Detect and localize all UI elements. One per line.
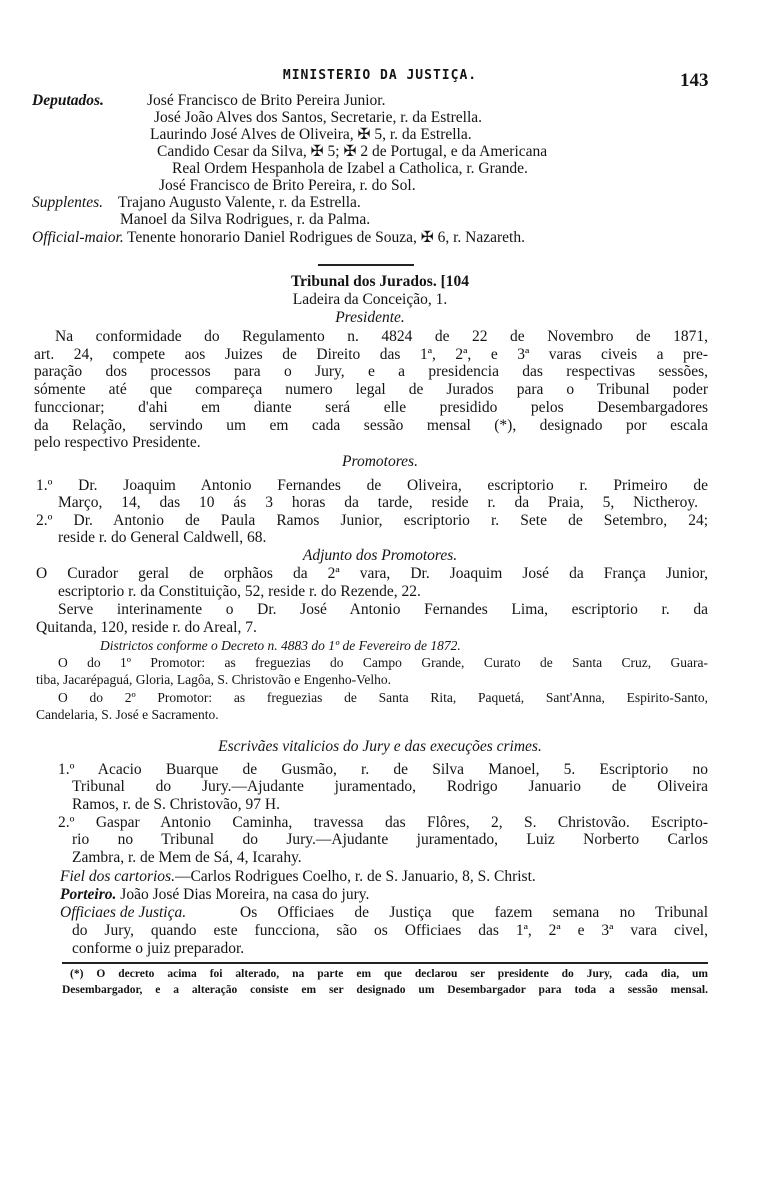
presidente-text: funccionar; d'ahi em diante será elle presidido pelos Desembargadores (34, 399, 708, 416)
porteiro-text: João José Dias Moreira, na casa do jury. (120, 886, 370, 903)
escrivao-text: rio no Tribunal do Jury.—Ajudante juramentado, Luiz Norberto Carlos (72, 831, 708, 848)
promotor-text: reside r. do General Caldwell, 68. (58, 529, 267, 546)
promotor-text: 1.º Dr. Joaquim Antonio Fernandes de Oliveira, escriptorio r. Primeiro de (36, 477, 708, 494)
adjunto-heading: Adjunto dos Promotores. (302, 547, 458, 564)
adjunto-text: Serve interinamente o Dr. José Antonio Fernandes Lima, escriptorio r. da (58, 601, 708, 618)
supplentes-label: Supplentes. (32, 194, 104, 211)
footnote-divider (62, 962, 708, 964)
supplente-line: Manoel da Silva Rodrigues, r. da Palma. (120, 211, 371, 228)
officiaes-label: Officiaes de Justiça. (60, 904, 187, 921)
promotor-text: 2.º Dr. Antonio de Paula Ramos Junior, escriptorio r. Sete de Setembro, 24; (36, 512, 708, 529)
deputado-line: José Francisco de Brito Pereira, r. do Sol. (159, 177, 416, 194)
page-number: 143 (680, 70, 709, 91)
escrivao-text: 1.º Acacio Buarque de Gusmão, r. de Silva Manoel, 5. Escriptorio no (58, 761, 708, 778)
deputado-line: José Francisco de Brito Pereira Junior. (147, 92, 386, 109)
districtos-text: tiba, Jacarépaguá, Gloria, Lagôa, S. Christovão e Engenho-Velho. (36, 672, 392, 687)
presidente-text: art. 24, compete aos Juizes de Direito das 1ª, 2ª, e 3ª varas civeis a pre- (34, 346, 708, 363)
promotor-text: Março, 14, das 10 ás 3 horas da tarde, reside r. da Praia, 5, Nictheroy. (58, 494, 698, 511)
escrivaes-heading: Escrivães vitalicios do Jury e das execuções crimes. (218, 738, 542, 755)
official-label: Official-maior. (32, 229, 124, 246)
districtos-heading: Districtos conforme o Decreto n. 4883 do 1º de Fevereiro de 1872. (100, 638, 461, 653)
presidente-text: paração dos processos para o Jury, e a presidencia das respectivas sessões, (34, 363, 708, 380)
official-line: Tenente honorario Daniel Rodrigues de Souza, ✠ 6, r. Nazareth. (127, 229, 525, 246)
adjunto-text: escriptorio r. da Constituição, 52, reside r. do Rezende, 22. (58, 583, 421, 600)
districtos-text: Candelaria, S. José e Sacramento. (36, 707, 219, 722)
officiaes-text: Os Officiaes de Justiça que fazem semana no Tribunal (240, 904, 708, 921)
deputado-line: Candido Cesar da Silva, ✠ 5; ✠ 2 de Portugal, e da Americana (157, 143, 548, 160)
fiel-text: —Carlos Rodrigues Coelho, r. de S. Januario, 8, S. Christ. (174, 868, 536, 885)
presidente-text: pelo respectivo Presidente. (34, 434, 201, 451)
tribunal-title: Tribunal dos Jurados. [104 (290, 273, 469, 290)
officiaes-text: conforme o juiz preparador. (72, 940, 245, 957)
footnote-text: (*) O decreto acima foi alterado, na parte em que declarou ser presidente do Jury, cada dia, um (70, 968, 708, 980)
promotores-heading: Promotores. (342, 453, 418, 470)
presidente-text: da Relação, servindo um em cada sessão mensal (*), designado por escala (34, 417, 708, 434)
deputado-line: Real Ordem Hespanhola de Izabel a Catholica, r. Grande. (172, 160, 528, 177)
footnote-text: Desembargador, e a alteração consiste em ser designado um Desembargador para toda a sessão mensal. (62, 984, 708, 996)
fiel-label: Fiel dos cartorios. (60, 868, 175, 885)
deputado-line: José João Alves dos Santos, Secretarie, r. da Estrella. (154, 109, 483, 126)
adjunto-text: Quitanda, 120, reside r. do Areal, 7. (36, 619, 257, 636)
escrivao-text: Tribunal do Jury.—Ajudante juramentado, Rodrigo Januario de Oliveira (72, 778, 708, 795)
porteiro-label: Porteiro. (60, 886, 117, 903)
presidente-text: Na conformidade do Regulamento n. 4824 de 22 de Novembro de 1871, (55, 328, 708, 345)
fiel-line (60, 868, 536, 886)
deputados-label: Deputados. (32, 92, 104, 109)
adjunto-text: O Curador geral de orphãos da 2ª vara, Dr. Joaquim José da França Junior, (36, 565, 708, 582)
porteiro-line (60, 886, 369, 904)
supplente-line: Trajano Augusto Valente, r. da Estrella. (118, 194, 361, 211)
presidente-text: sómente até que compareça numero legal de Jurados para o Tribunal poder (34, 381, 708, 398)
districtos-text: O do 1º Promotor: as freguezias do Campo Grande, Curato de Santa Cruz, Guara- (58, 655, 708, 670)
districtos-text: O do 2º Promotor: as freguezias de Santa Rita, Paquetá, Sant'Anna, Espirito-Santo, (58, 690, 708, 705)
presidente-heading: Presidente. (335, 309, 405, 326)
escrivao-text: 2.º Gaspar Antonio Caminha, travessa das Flôres, 2, S. Christovão. Escripto- (58, 814, 708, 831)
deputado-line: Laurindo José Alves de Oliveira, ✠ 5, r. da Estrella. (150, 126, 472, 143)
section-divider (318, 264, 414, 266)
escrivao-text: Zambra, r. de Mem de Sá, 4, Icarahy. (72, 849, 302, 866)
escrivao-text: Ramos, r. de S. Christovão, 97 H. (72, 796, 280, 813)
tribunal-address: Ladeira da Conceição, 1. (292, 291, 448, 308)
header-title: MINISTERIO DA JUSTIÇA. (282, 68, 478, 83)
officiaes-text: do Jury, quando este funcciona, são os Officiaes das 1ª, 2ª e 3ª vara civel, (72, 922, 708, 939)
